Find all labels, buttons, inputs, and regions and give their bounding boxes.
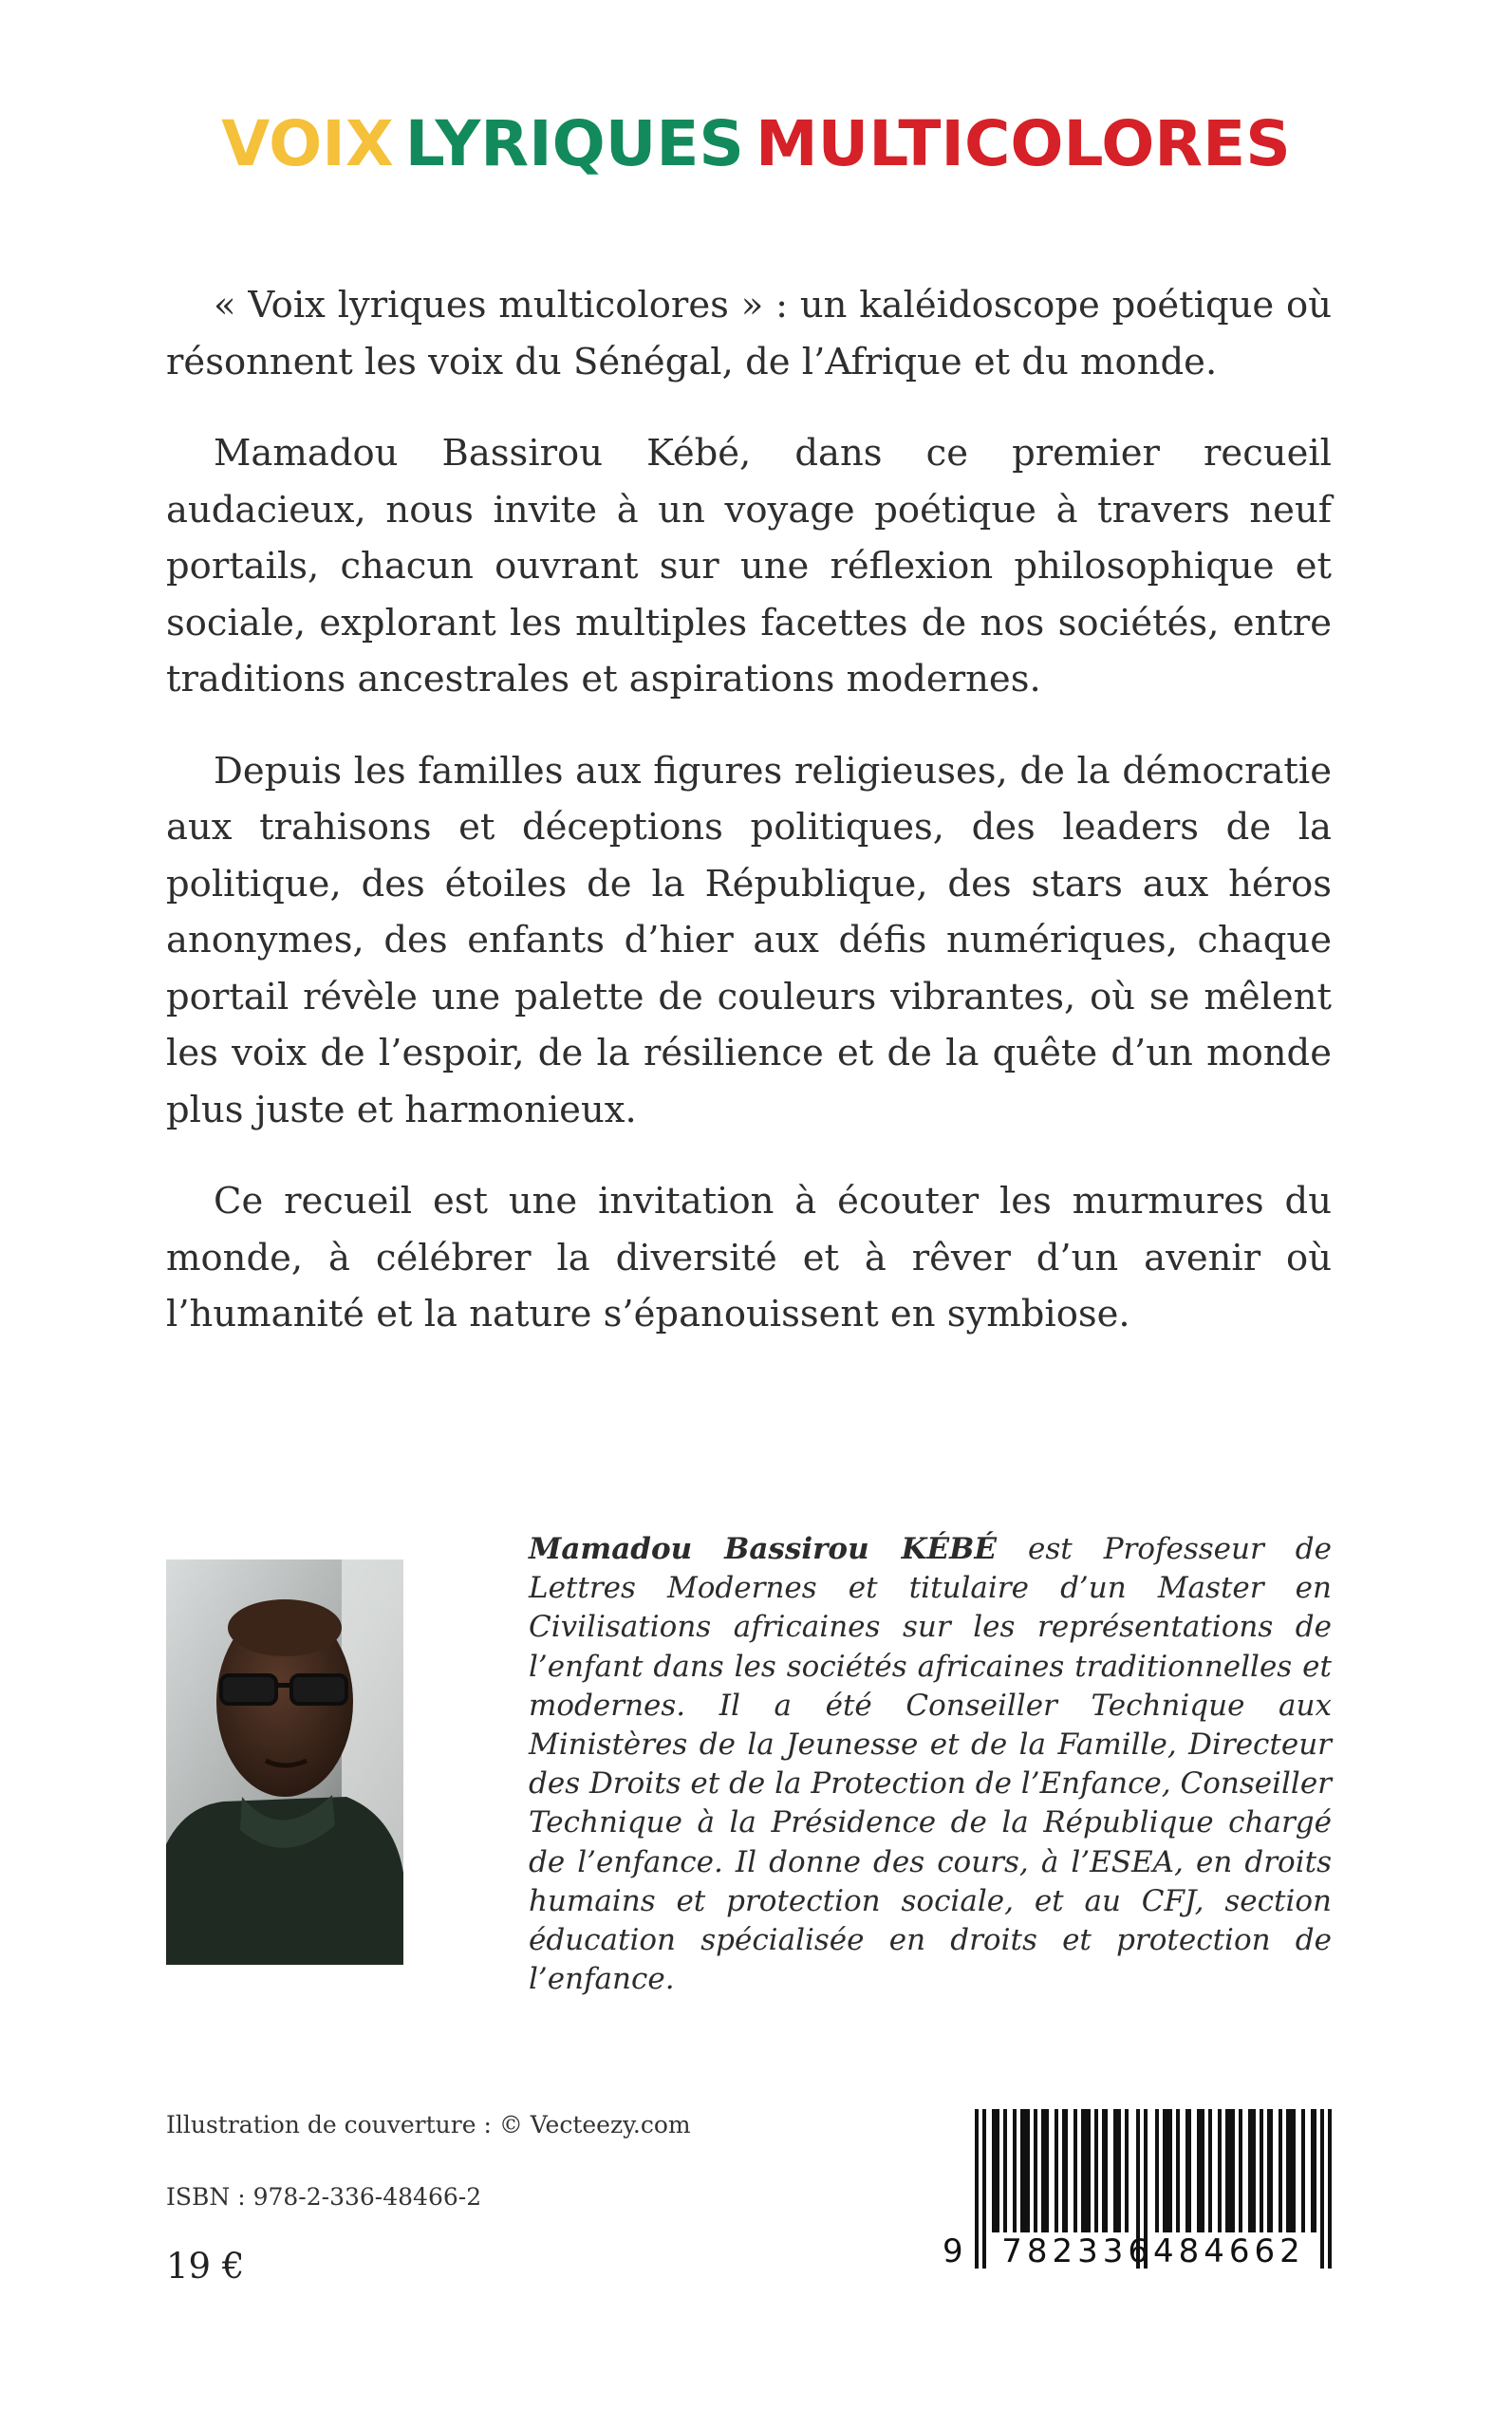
blurb-paragraph-1: « Voix lyriques multicolores » : un kaléidoscope poétique où résonnent les voix du Sénégal, de l’Afrique et du monde. <box>166 284 1332 383</box>
blurb-paragraph-2: Mamadou Bassirou Kébé, dans ce premier recueil audacieux, nous invite à un voyage poétique à travers neuf portails, chacun ouvrant sur une réflexion philosophique et sociale, explorant les multiples facettes de nos sociétés, entre traditions ancestrales et aspirations modernes. <box>166 432 1332 700</box>
author-portrait-illustration <box>166 1559 403 1965</box>
price: 19 € <box>166 2246 245 2287</box>
barcode-digits: 782336484662 <box>1001 2232 1305 2270</box>
author-photo <box>166 1559 403 1965</box>
author-bio-text: est Professeur de Lettres Modernes et titulaire d’un Master en Civilisations africaines sur les représentations de l’enfant dans les sociétés africaines traditionnelles et modernes. Il a été Conseiller Technique aux Ministères de la Jeunesse et de la Famille, Directeur des Droits et de la Protection de l’Enfance, Conseiller Technique à la Présidence de la République chargé de l’enfance. Il donne des cours, à l’ESEA, en droits humains et protection sociale, et au CFJ, section éducation spécialisée en droits et protection de l’enfance. <box>529 1532 1332 1997</box>
author-bio <box>529 1530 1332 1999</box>
blurb-paragraph-4: Ce recueil est une invitation à écouter les murmures du monde, à célébrer la diversité et à rêver d’un avenir où l’humanité et la nature s’épanouissent en symbiose. <box>166 1180 1332 1335</box>
author-name: Mamadou Bassirou KÉBÉ <box>529 1532 997 1566</box>
book-title <box>0 106 1512 182</box>
illustration-credit: Illustration de couverture : © Vecteezy.com <box>166 2111 691 2138</box>
barcode-first-digit: 9 <box>943 2232 963 2270</box>
title-word-multicolores: MULTICOLORES <box>755 107 1291 180</box>
isbn: ISBN : 978-2-336-48466-2 <box>166 2183 482 2211</box>
title-word-lyriques: LYRIQUES <box>404 107 744 180</box>
blurb-paragraph-3: Depuis les familles aux figures religieuses, de la démocratie aux trahisons et déceptions politiques, des leaders de la politique, des étoiles de la République, des stars aux héros anonymes, des enfants d’hier aux défis numériques, chaque portail révèle une palette de couleurs vibrantes, où se mêlent les voix de l’espoir, de la résilience et de la quête d’un monde plus juste et harmonieux. <box>166 749 1332 1131</box>
title-word-voix: VOIX <box>221 107 394 180</box>
blurb <box>166 277 1332 1378</box>
